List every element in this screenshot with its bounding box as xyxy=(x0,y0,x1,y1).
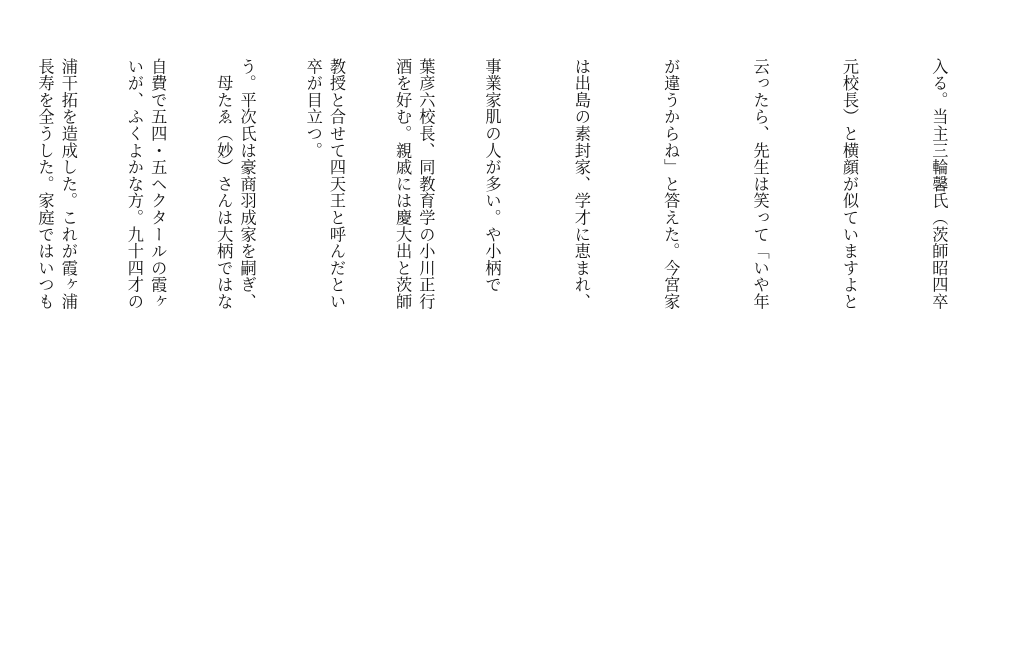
text-column: 入る。当主三輪馨氏（茨師昭四卒 xyxy=(929,58,949,310)
text-column: 教授と合せて四天王と呼んだとい xyxy=(327,58,347,310)
text-column: 酒を好む。親戚には慶大出と茨師 xyxy=(393,58,413,310)
text-column: 母たゑ（妙）さんは大柄ではな xyxy=(214,58,234,310)
text-column: 自費で五四・五ヘクタールの霞ヶ xyxy=(148,58,168,310)
text-column: 葉彦六校長、同教育学の小川正行 xyxy=(416,58,436,310)
left-text-block xyxy=(60,58,500,623)
text-column: 浦干拓を造成した。これが霞ヶ浦 xyxy=(58,58,78,310)
text-column: 長寿を全うした。家庭ではいつも xyxy=(35,58,55,310)
text-column: 事業家肌の人が多い。や小柄で xyxy=(482,58,502,294)
text-column: う。平次氏は豪商羽成家を嗣ぎ、 xyxy=(237,58,257,310)
text-column: 卒が目立つ。 xyxy=(303,58,323,159)
text-column: 元校長）と横顔が似ていますよと xyxy=(840,58,860,310)
text-column: いが、ふくよかな方。九十四才の xyxy=(124,58,144,310)
text-column: 云ったら、先生は笑って「いや年 xyxy=(750,58,770,310)
text-column: は出島の素封家、学才に恵まれ、 xyxy=(571,58,591,310)
text-column: が違うからね」と答えた。今宮家 xyxy=(661,58,681,310)
